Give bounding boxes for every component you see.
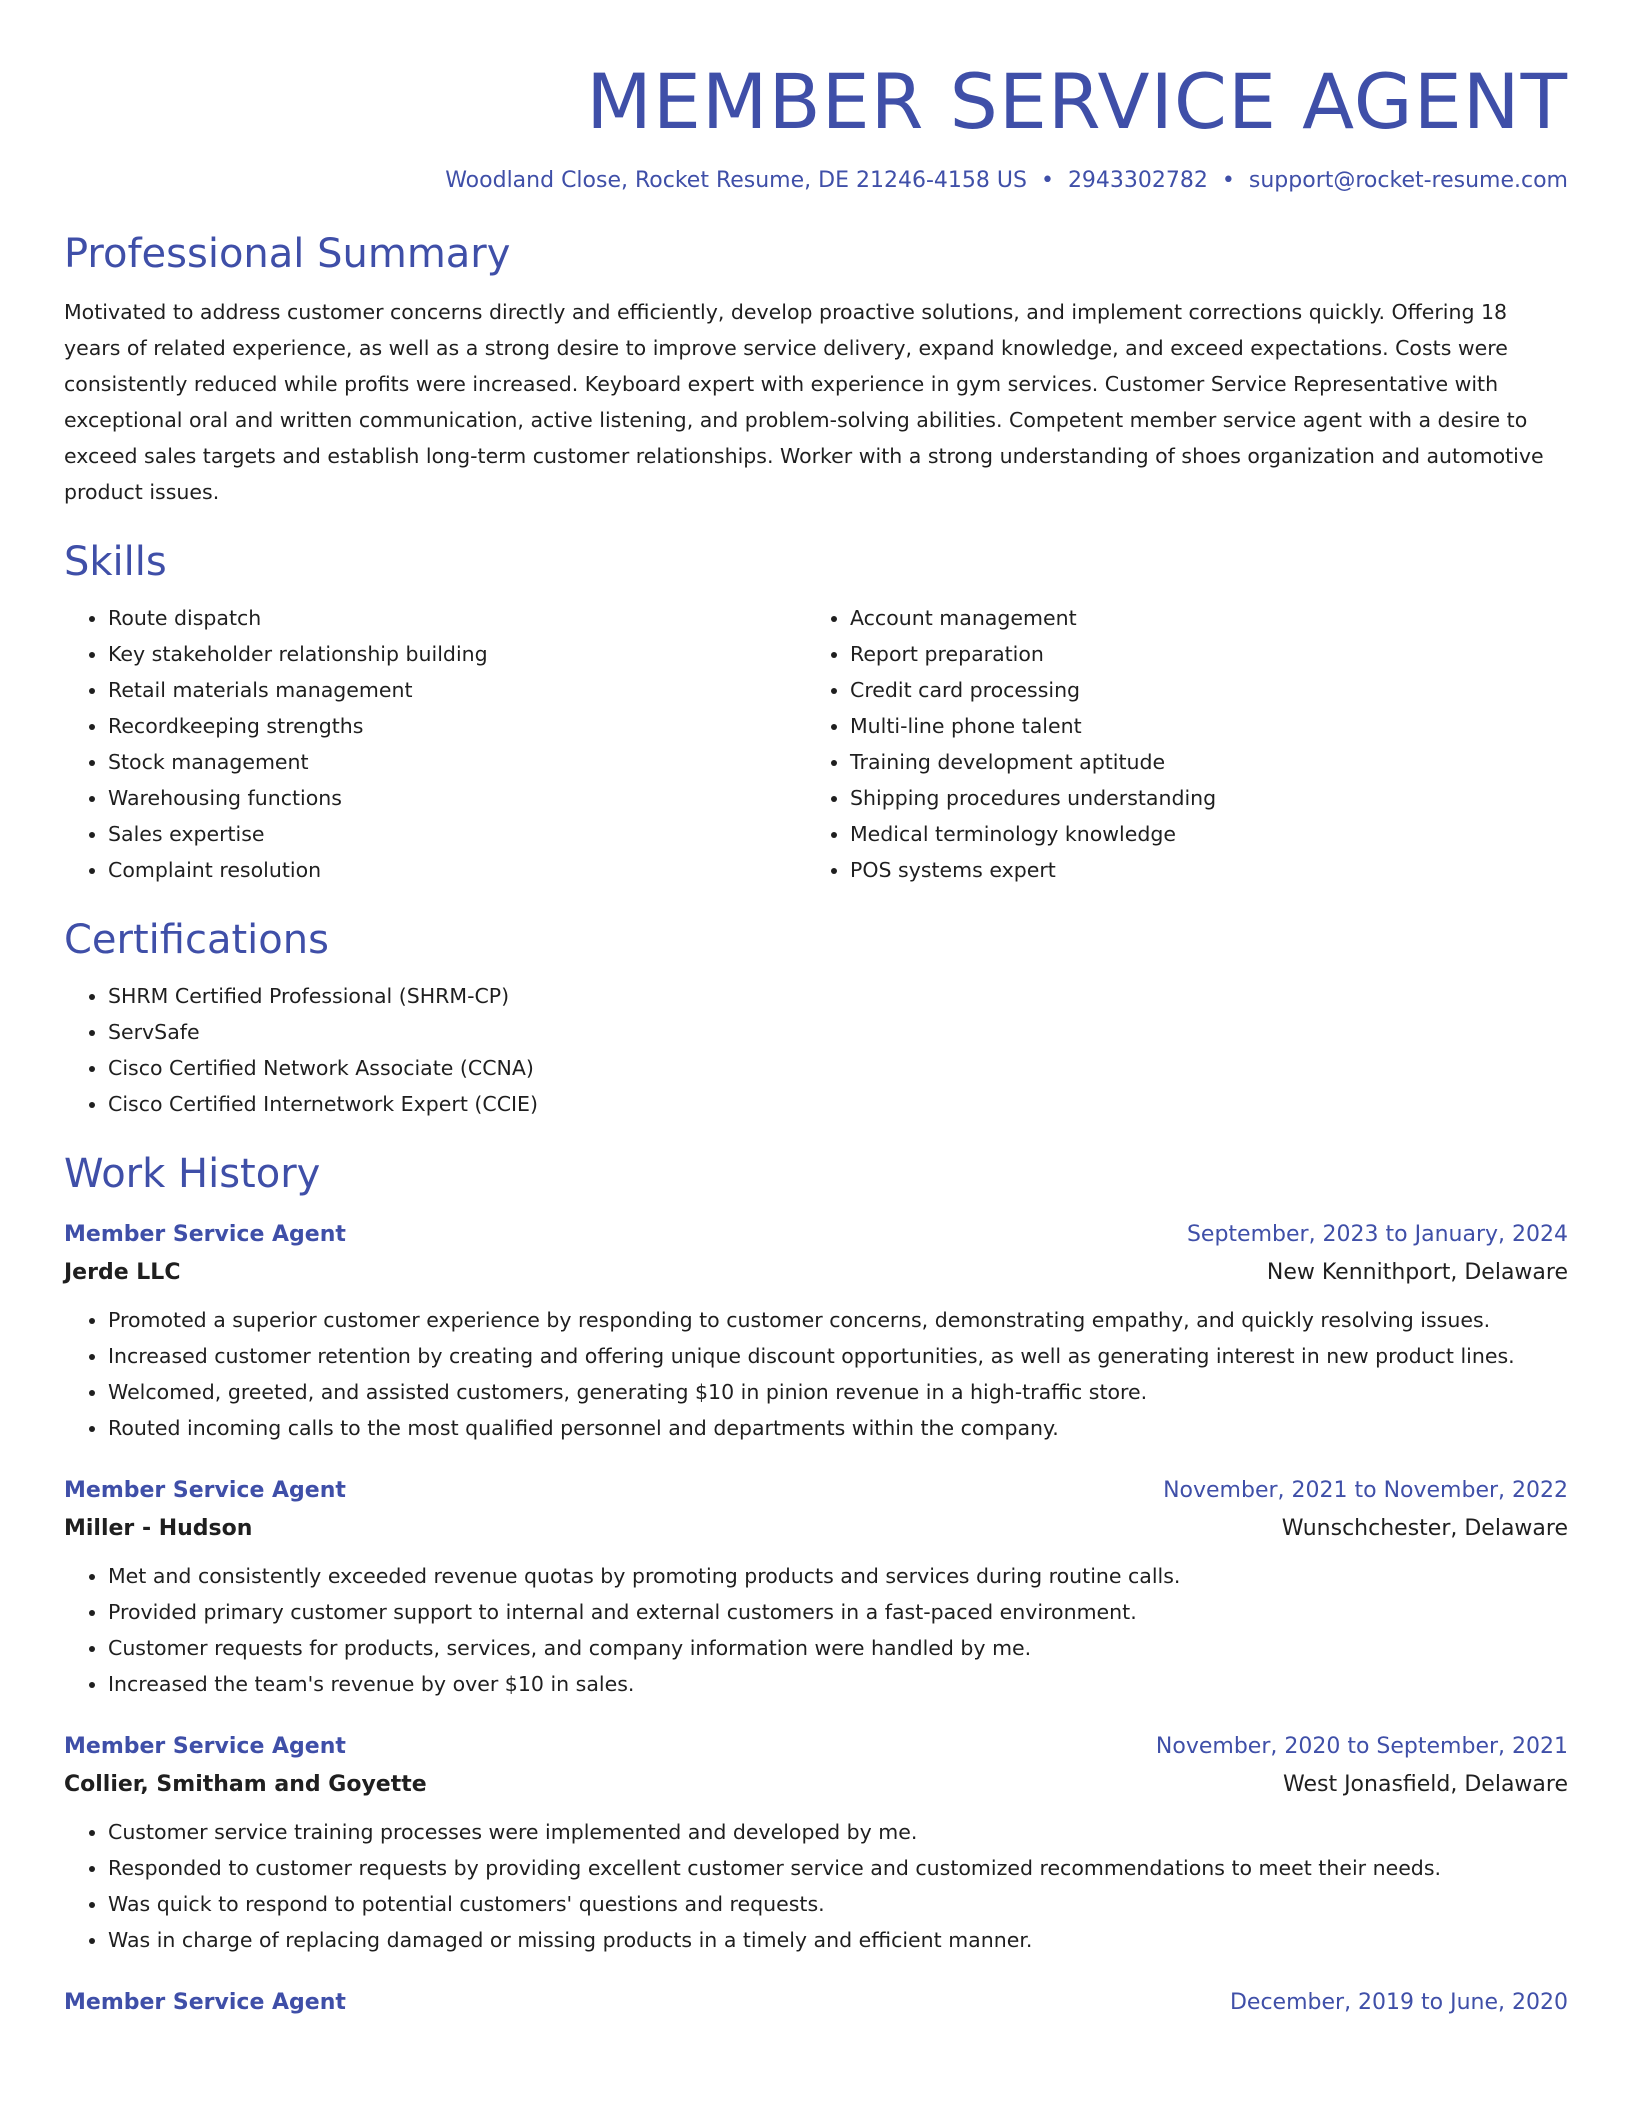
skills-list-left — [64, 600, 806, 888]
summary-heading: Professional Summary — [64, 231, 511, 277]
job-entry — [64, 1728, 1568, 1958]
work-history-heading: Work History — [64, 1151, 321, 1197]
skill-item: • Credit card processing — [850, 672, 1548, 708]
job-dates: December, 2019 to June, 2020 — [1229, 1990, 1568, 2015]
job-bullet: • Was quick to respond to potential customers' questions and requests. — [108, 1886, 1568, 1922]
skill-item: • Warehousing functions — [108, 780, 806, 816]
job-company: Jerde LLC — [64, 1260, 181, 1285]
skill-item: • Shipping procedures understanding — [850, 780, 1548, 816]
job-bullets — [64, 1814, 1568, 1958]
job-bullet: • Provided primary customer support to internal and external customers in a fast-paced environment. — [108, 1594, 1568, 1630]
job-bullet: • Routed incoming calls to the most qualified personnel and departments within the company. — [108, 1410, 1568, 1446]
certification-item: • ServSafe — [108, 1014, 1568, 1050]
skills-section — [64, 536, 1568, 888]
skills-grid — [64, 588, 1568, 888]
certification-item: • Cisco Certified Network Associate (CCNA) — [108, 1050, 1568, 1086]
contact-line — [64, 166, 1568, 196]
skill-item: • Training development aptitude — [850, 744, 1548, 780]
certification-item: • Cisco Certified Internetwork Expert (CCIE) — [108, 1086, 1568, 1122]
job-bullet: • Met and consistently exceeded revenue quotas by promoting products and services during routine calls. — [108, 1558, 1568, 1594]
certifications-section — [64, 914, 1568, 1122]
contact-separator: • — [1221, 168, 1235, 193]
job-location: West Jonasfield, Delaware — [1282, 1772, 1568, 1797]
job-bullet: • Increased customer retention by creating and offering unique discount opportunities, as well as generating interest in new product lines. — [108, 1338, 1568, 1374]
skill-item: • Recordkeeping strengths — [108, 708, 806, 744]
job-entry — [64, 1984, 1568, 2022]
contact-phone: 2943302782 — [1067, 168, 1208, 193]
certification-item: • SHRM Certified Professional (SHRM-CP) — [108, 978, 1568, 1014]
skill-item: • Retail materials management — [108, 672, 806, 708]
skill-item: • Route dispatch — [108, 600, 806, 636]
job-title: Member Service Agent — [64, 1478, 346, 1503]
job-bullet: • Was in charge of replacing damaged or missing products in a timely and efficient manner. — [108, 1922, 1568, 1958]
job-bullets — [64, 1302, 1568, 1446]
job-entry — [64, 1216, 1568, 1446]
skill-item: • Report preparation — [850, 636, 1548, 672]
skill-item: • Key stakeholder relationship building — [108, 636, 806, 672]
contact-separator: • — [1040, 168, 1054, 193]
job-bullets — [64, 1558, 1568, 1702]
job-bullet: • Responded to customer requests by providing excellent customer service and customized recommendations to meet their needs. — [108, 1850, 1568, 1886]
skills-list-right — [806, 600, 1548, 888]
job-bullet: • Increased the team's revenue by over $10 in sales. — [108, 1666, 1568, 1702]
certifications-heading: Certifications — [64, 917, 329, 963]
skill-item: • Stock management — [108, 744, 806, 780]
job-entry — [64, 1472, 1568, 1702]
job-company: Miller - Hudson — [64, 1516, 253, 1541]
resume-name: MEMBER SERVICE AGENT — [586, 57, 1568, 146]
job-bullet: • Customer service training processes were implemented and developed by me. — [108, 1814, 1568, 1850]
certifications-list — [64, 978, 1568, 1122]
resume-header — [64, 0, 1568, 196]
job-bullet: • Welcomed, greeted, and assisted customers, generating $10 in pinion revenue in a high-traffic store. — [108, 1374, 1568, 1410]
job-title: Member Service Agent — [64, 1734, 346, 1759]
contact-address: Woodland Close, Rocket Resume, DE 21246-4158 US — [445, 168, 1027, 193]
skill-item: • Account management — [850, 600, 1548, 636]
skill-item: • Complaint resolution — [108, 852, 806, 888]
job-title: Member Service Agent — [64, 1990, 346, 2015]
job-location: Wunschchester, Delaware — [1281, 1516, 1568, 1541]
job-bullet: • Customer requests for products, services, and company information were handled by me. — [108, 1630, 1568, 1666]
skills-heading: Skills — [64, 539, 167, 585]
summary-text: Motivated to address customer concerns directly and efficiently, develop proactive solutions, and implement corrections quickly. Offering 18 years of related experience, as well as a strong desire to improve service delivery, expand knowledge, and exceed expectations. Costs were consistently reduced while profits were increased. Keyboard expert with experience in gym services. Customer Service Representative with exceptional oral and written communication, active listening, and problem-solving abilities. Competent member service agent with a desire to exceed sales targets and establish long-term customer relationships. Worker with a strong understanding of shoes organization and automotive product issues. — [64, 300, 1544, 504]
job-dates: September, 2023 to January, 2024 — [1186, 1222, 1568, 1247]
work-history-section — [64, 1148, 1568, 2022]
contact-email[interactable]: support@rocket-resume.com — [1248, 168, 1568, 193]
job-dates: November, 2021 to November, 2022 — [1163, 1478, 1568, 1503]
job-location: New Kennithport, Delaware — [1266, 1260, 1568, 1285]
skill-item: • Multi-line phone talent — [850, 708, 1548, 744]
job-bullet: • Promoted a superior customer experience by responding to customer concerns, demonstrating empathy, and quickly resolving issues. — [108, 1302, 1568, 1338]
skill-item: • POS systems expert — [850, 852, 1548, 888]
job-title: Member Service Agent — [64, 1222, 346, 1247]
job-dates: November, 2020 to September, 2021 — [1155, 1734, 1568, 1759]
skill-item: • Medical terminology knowledge — [850, 816, 1548, 852]
job-company: Collier, Smitham and Goyette — [64, 1772, 427, 1797]
skill-item: • Sales expertise — [108, 816, 806, 852]
summary-section — [64, 228, 1568, 510]
